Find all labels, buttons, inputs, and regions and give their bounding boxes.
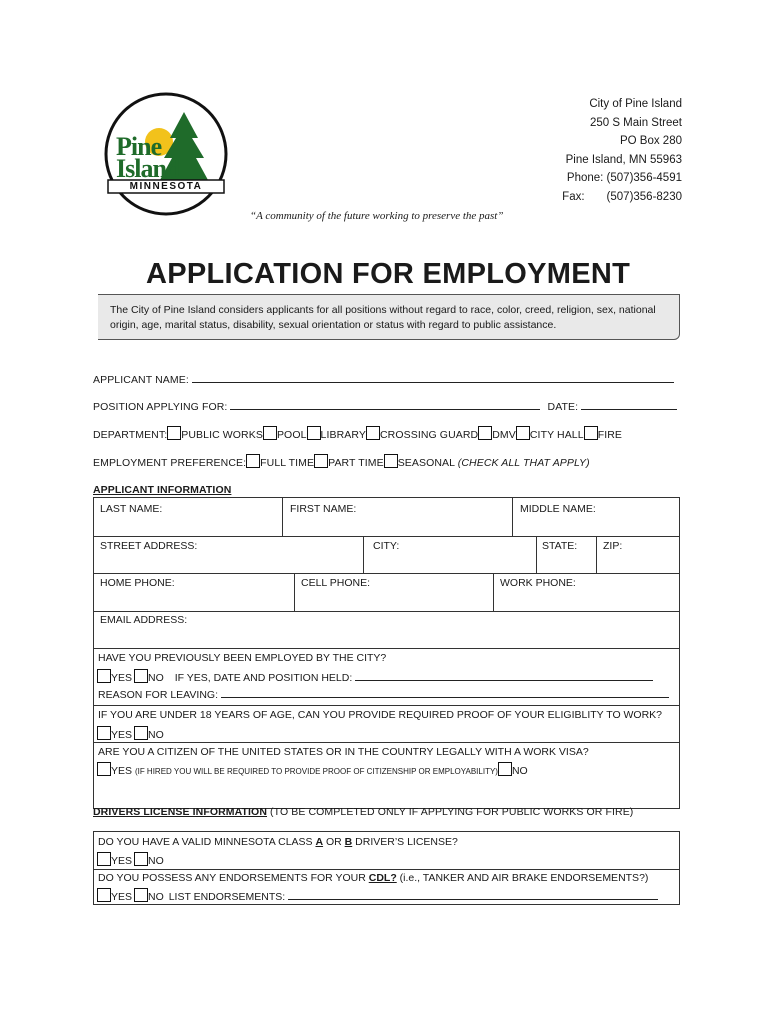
state-label: STATE: [542, 540, 578, 552]
list-endorsements-field[interactable] [288, 889, 658, 900]
position-label: POSITION APPLYING FOR: [93, 401, 228, 413]
checkbox-full-time[interactable] [246, 454, 260, 468]
list-endorsements-label: LIST ENDORSEMENTS: [168, 891, 286, 903]
citizen-question: ARE YOU A CITIZEN OF THE UNITED STATES OR IN THE COUNTRY LEGALLY WITH A WORK VISA? [98, 746, 589, 758]
street-address-label: STREET ADDRESS: [100, 540, 198, 552]
q2-text-a: DO YOU POSSESS ANY ENDORSEMENTS FOR YOUR [98, 872, 369, 884]
po-box: PO Box 280 [619, 135, 682, 147]
option-library: LIBRARY [320, 429, 366, 441]
equal-opportunity-notice [98, 294, 680, 340]
date-field[interactable] [581, 399, 677, 410]
tagline: “A community of the future working to preserve the past” [250, 210, 504, 222]
department-row [93, 426, 622, 441]
citizen-yes-label: YES [111, 765, 133, 777]
date-label: DATE: [547, 401, 579, 413]
checkbox-public-works[interactable] [167, 426, 181, 440]
department-label: DEPARTMENT: [93, 429, 168, 441]
cdl-yes-label: YES [111, 891, 133, 903]
option-full-time: FULL TIME [260, 457, 315, 469]
prev-employed-answers [97, 669, 653, 684]
cell-phone-label: CELL PHONE: [301, 577, 371, 589]
q1-class-b: B [344, 836, 353, 848]
checkbox-under18-yes[interactable] [97, 726, 111, 740]
q2-text-b: (i.e., TANKER AND AIR BRAKE ENDORSEMENTS?) [396, 872, 649, 884]
under18-no-label: NO [148, 729, 164, 741]
position-row [93, 399, 677, 413]
checkbox-citizen-no[interactable] [498, 762, 512, 776]
checkbox-seasonal[interactable] [384, 454, 398, 468]
city-state-zip: Pine Island, MN 55963 [565, 153, 682, 166]
checkbox-prev-yes[interactable] [97, 669, 111, 683]
drivers-license-heading: DRIVERS LICENSE INFORMATION [93, 806, 268, 818]
option-seasonal: SEASONAL [397, 457, 455, 469]
city-name: City of Pine Island [589, 98, 682, 110]
checkbox-city-hall[interactable] [516, 426, 530, 440]
checkbox-prev-no[interactable] [134, 669, 148, 683]
prev-employed-question: HAVE YOU PREVIOUSLY BEEN EMPLOYED BY THE CITY? [98, 652, 387, 664]
checkbox-citizen-yes[interactable] [97, 762, 111, 776]
option-public-works: PUBLIC WORKS [181, 429, 263, 441]
option-fire: FIRE [597, 429, 623, 441]
city-logo [104, 92, 228, 216]
checkbox-under18-no[interactable] [134, 726, 148, 740]
q2-cdl: CDL? [368, 872, 397, 884]
checkbox-library[interactable] [307, 426, 321, 440]
reason-leaving-label: REASON FOR LEAVING: [98, 689, 218, 701]
checkbox-fire[interactable] [584, 426, 598, 440]
drivers-license-heading-row [93, 806, 633, 818]
city-address-block [562, 95, 682, 206]
employment-preference-row [93, 454, 590, 469]
fax-label: Fax: [562, 190, 585, 203]
work-phone-label: WORK PHONE: [500, 577, 576, 589]
option-crossing-guard: CROSSING GUARD [379, 429, 479, 441]
check-all-note: (CHECK ALL THAT APPLY) [457, 457, 590, 469]
checkbox-pool[interactable] [263, 426, 277, 440]
reason-leaving-row [98, 687, 669, 701]
option-dmv: DMV [492, 429, 516, 441]
citizen-no-label: NO [511, 765, 528, 777]
checkbox-dmv[interactable] [478, 426, 492, 440]
checkbox-cdl-yes[interactable] [97, 888, 111, 902]
citizen-note: (IF HIRED YOU WILL BE REQUIRED TO PROVIDE PROOF OF CITIZENSHIP OR EMPLOYABILITY) [134, 767, 498, 776]
citizen-answers [97, 762, 528, 777]
fax-number: (507)356-8230 [606, 190, 682, 203]
street: 250 S Main Street [589, 116, 682, 129]
email-label: EMAIL ADDRESS: [100, 614, 188, 626]
q1-text-a: DO YOU HAVE A VALID MINNESOTA CLASS [98, 836, 316, 848]
drivers-license-note: (TO BE COMPLETED ONLY IF APPLYING FOR PUBLIC WORKS OR FIRE) [270, 806, 634, 818]
applicant-info-table [93, 497, 680, 809]
license-no-label: NO [148, 855, 164, 867]
under18-answers [97, 726, 164, 741]
class-license-answers [97, 852, 164, 867]
class-license-question [98, 836, 458, 848]
middle-name-label: MIDDLE NAME: [520, 503, 596, 515]
option-part-time: PART TIME [328, 457, 384, 469]
under18-question: IF YOU ARE UNDER 18 YEARS OF AGE, CAN YOU PROVIDE REQUIRED PROOF OF YOUR ELIGIBLITY TO WORK? [98, 709, 663, 721]
checkbox-part-time[interactable] [314, 454, 328, 468]
page-title: APPLICATION FOR EMPLOYMENT [146, 258, 631, 290]
applicant-name-row [93, 372, 674, 386]
reason-leaving-field[interactable] [221, 687, 669, 698]
q1-or: OR [323, 836, 345, 848]
logo-text-island: Island [116, 154, 180, 183]
employment-preference-label: EMPLOYMENT PREFERENCE: [93, 457, 247, 469]
applicant-name-field[interactable] [192, 372, 674, 383]
option-pool: POOL [276, 429, 307, 441]
phone: Phone: (507)356-4591 [566, 172, 682, 184]
option-city-hall: CITY HALL [529, 429, 584, 441]
q1-text-b: DRIVER’S LICENSE? [352, 836, 458, 848]
position-field[interactable] [230, 399, 540, 410]
checkbox-cdl-no[interactable] [134, 888, 148, 902]
drivers-license-table [93, 831, 680, 905]
checkbox-license-yes[interactable] [97, 852, 111, 866]
cdl-answers [97, 888, 658, 903]
q1-class-a: A [315, 836, 324, 848]
prev-yes-label: YES [111, 672, 133, 684]
prev-no-label: NO [148, 672, 164, 684]
fax [562, 188, 682, 207]
cdl-question [98, 872, 648, 884]
city-label: CITY: [373, 540, 400, 552]
under18-yes-label: YES [111, 729, 133, 741]
license-yes-label: YES [111, 855, 133, 867]
checkbox-crossing-guard[interactable] [366, 426, 380, 440]
checkbox-license-no[interactable] [134, 852, 148, 866]
cdl-no-label: NO [148, 891, 164, 903]
last-name-label: LAST NAME: [100, 503, 163, 515]
zip-label: ZIP: [603, 540, 623, 552]
applicant-name-label: APPLICANT NAME: [93, 374, 189, 386]
logo-band-text: MINNESOTA [129, 181, 203, 192]
applicant-info-heading: APPLICANT INFORMATION [93, 484, 232, 496]
first-name-label: FIRST NAME: [290, 503, 357, 515]
home-phone-label: HOME PHONE: [100, 577, 175, 589]
if-yes-label: IF YES, DATE AND POSITION HELD: [174, 672, 353, 684]
logo-text-pine: Pine [116, 132, 162, 161]
notice-text: The City of Pine Island considers applicants for all positions without regard to race, color, creed, religion, sex, national origin, age, marital status, disability, sexual orientation or status with regard to public assistance. [110, 304, 656, 331]
date-position-held-field[interactable] [355, 670, 653, 681]
